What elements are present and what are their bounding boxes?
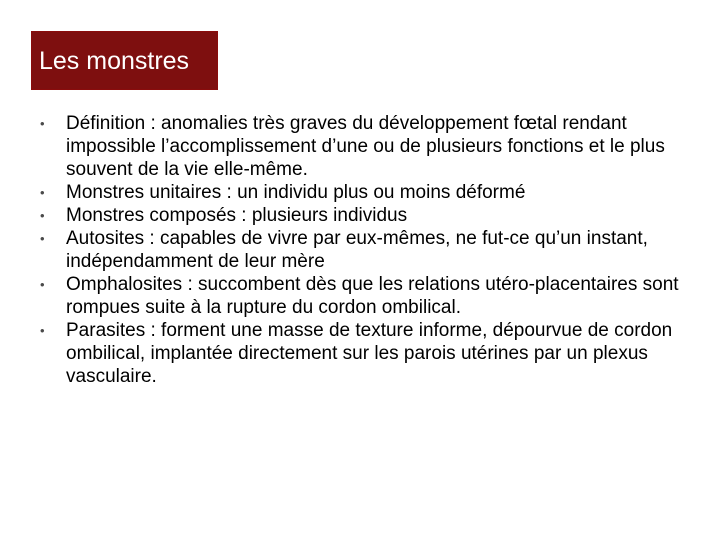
bullet-item-autosites — [40, 227, 680, 273]
bullet-text: Monstres unitaires : un individu plus ou moins déformé — [66, 182, 526, 203]
bullet-icon: • — [40, 185, 45, 200]
bullet-list — [40, 112, 680, 388]
bullet-text: Parasites : forment une masse de texture informe, dépourvue de cordon ombilical, implantée directement sur les parois utérines par un plexus vasculaire. — [66, 320, 673, 387]
bullet-icon: • — [40, 116, 45, 131]
bullet-item-parasites — [40, 319, 680, 388]
bullet-text: Définition : anomalies très graves du développement fœtal rendant impossible l’accomplissement d’une ou de plusieurs fonctions et le plus souvent de la vie elle-même. — [66, 113, 665, 180]
bullet-text: Autosites : capables de vivre par eux-mêmes, ne fut-ce qu’un instant, indépendamment de leur mère — [66, 228, 648, 272]
bullet-icon: • — [40, 208, 45, 223]
bullet-icon: • — [40, 231, 45, 246]
bullet-item-omphalosites — [40, 273, 680, 319]
bullet-item-monstres-composes — [40, 204, 680, 227]
slide-title: Les monstres — [31, 31, 218, 90]
bullet-item-monstres-unitaires — [40, 181, 680, 204]
bullet-text: Monstres composés : plusieurs individus — [66, 205, 408, 226]
bullet-icon: • — [40, 277, 45, 292]
bullet-item-definition — [40, 112, 680, 181]
bullet-text: Omphalosites : succombent dès que les relations utéro-placentaires sont rompues suite à la rupture du cordon ombilical. — [66, 274, 679, 318]
bullet-icon: • — [40, 323, 45, 338]
